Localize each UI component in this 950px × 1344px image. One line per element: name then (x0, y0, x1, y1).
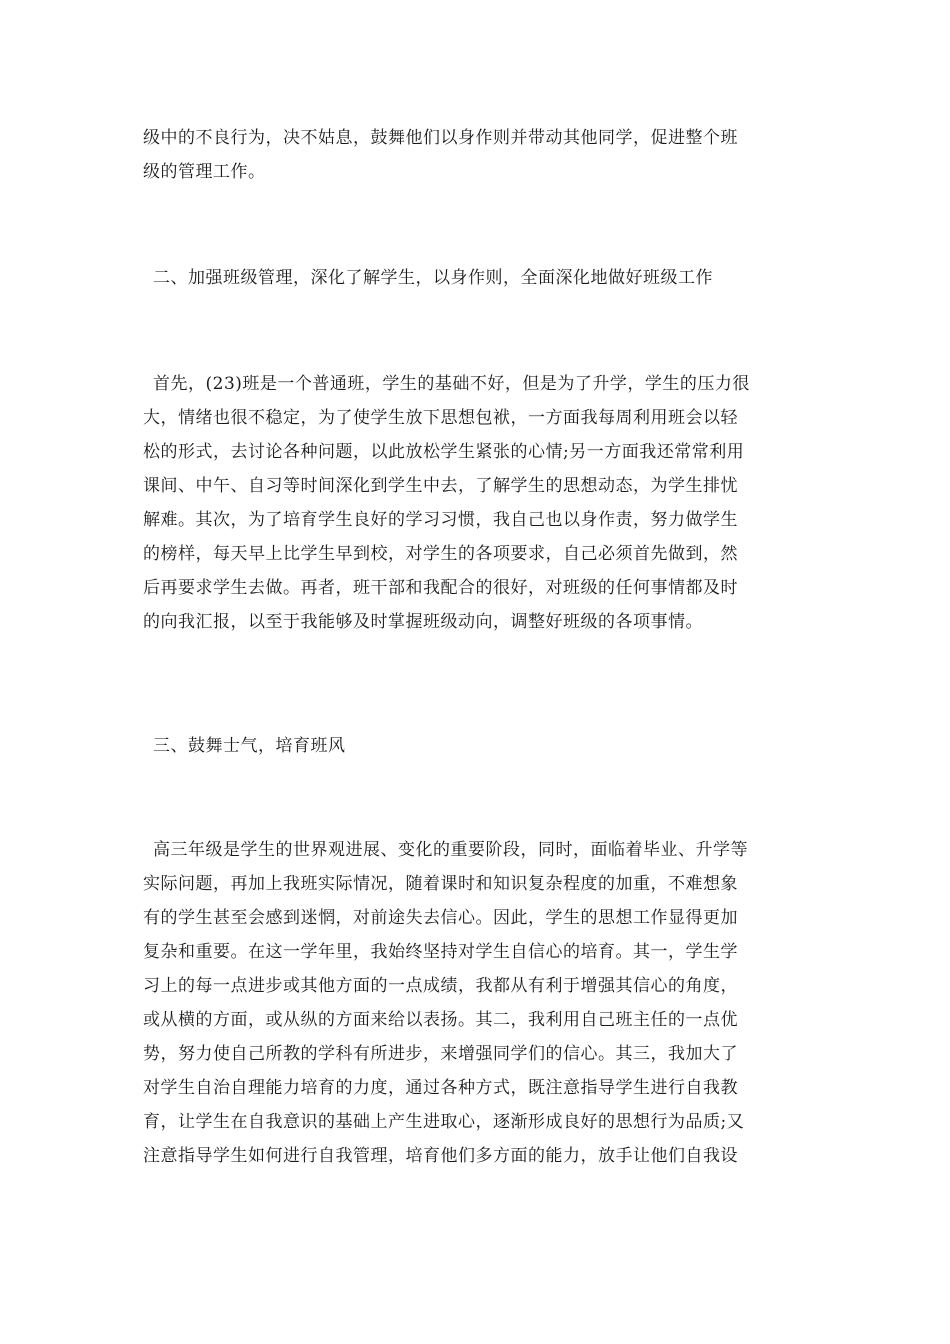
paragraph-line: 的向我汇报，以至于我能够及时掌握班级动向，调整好班级的各项事情。 (143, 612, 703, 632)
paragraph-line: 势，努力使自己所教的学科有所进步，来增强同学们的信心。其三，我加大了 (143, 1044, 738, 1064)
paragraph-line: 解难。其次，为了培育学生良好的学习习惯，我自己也以身作责，努力做学生 (143, 510, 738, 530)
heading-text: 二、加强班级管理，深化了解学生，以身作则，全面深化地做好班级工作 (153, 268, 713, 288)
heading-text: 三、鼓舞士气，培育班风 (153, 736, 346, 756)
paragraph-line: 育，让学生在自我意识的基础上产生进取心，逐渐形成良好的思想行为品质;又 (143, 1112, 745, 1132)
paragraph-line: 习上的每一点进步或其他方面的一点成绩，我都从有利于增强其信心的角度， (143, 976, 738, 996)
paragraph-line: 后再要求学生去做。再者，班干部和我配合的很好，对班级的任何事情都及时 (143, 578, 738, 598)
paragraph-section-3 (143, 833, 807, 1173)
paragraph-line: 级的管理工作。 (143, 162, 266, 182)
paragraph-line: 或从横的方面，或从纵的方面来给以表扬。其二，我利用自己班主任的一点优 (143, 1010, 738, 1030)
paragraph-line: 高三年级是学生的世界观进展、变化的重要阶段，同时，面临着毕业、升学等 (153, 840, 748, 860)
paragraph-intro (143, 121, 807, 189)
paragraph-line: 课间、中午、自习等时间深化到学生中去，了解学生的思想动态，为学生排忧 (143, 476, 738, 496)
section-heading-3 (143, 729, 807, 763)
paragraph-line: 的榜样，每天早上比学生早到校，对学生的各项要求，自己必须首先做到，然 (143, 544, 738, 564)
paragraph-line: 大，情绪也很不稳定，为了使学生放下思想包袱，一方面我每周利用班会以轻 (143, 408, 738, 428)
paragraph-line: 松的形式，去讨论各种问题，以此放松学生紧张的心情;另一方面我还常常利用 (143, 442, 745, 462)
section-heading-2 (143, 261, 807, 295)
paragraph-line: 对学生自治自理能力培育的力度，通过各种方式，既注意指导学生进行自我教 (143, 1078, 738, 1098)
paragraph-section-2 (143, 367, 807, 639)
paragraph-line: 首先，(23)班是一个普通班，学生的基础不好，但是为了升学，学生的压力很 (153, 374, 750, 394)
paragraph-line: 复杂和重要。在这一学年里，我始终坚持对学生自信心的培育。其一，学生学 (143, 942, 738, 962)
paragraph-line: 注意指导学生如何进行自我管理，培育他们多方面的能力，放手让他们自我设 (143, 1146, 738, 1166)
paragraph-line: 级中的不良行为，决不姑息，鼓舞他们以身作则并带动其他同学，促进整个班 (143, 128, 738, 148)
paragraph-line: 有的学生甚至会感到迷惘，对前途失去信心。因此，学生的思想工作显得更加 (143, 908, 738, 928)
paragraph-line: 实际问题，再加上我班实际情况，随着课时和知识复杂程度的加重，不难想象 (143, 874, 738, 894)
